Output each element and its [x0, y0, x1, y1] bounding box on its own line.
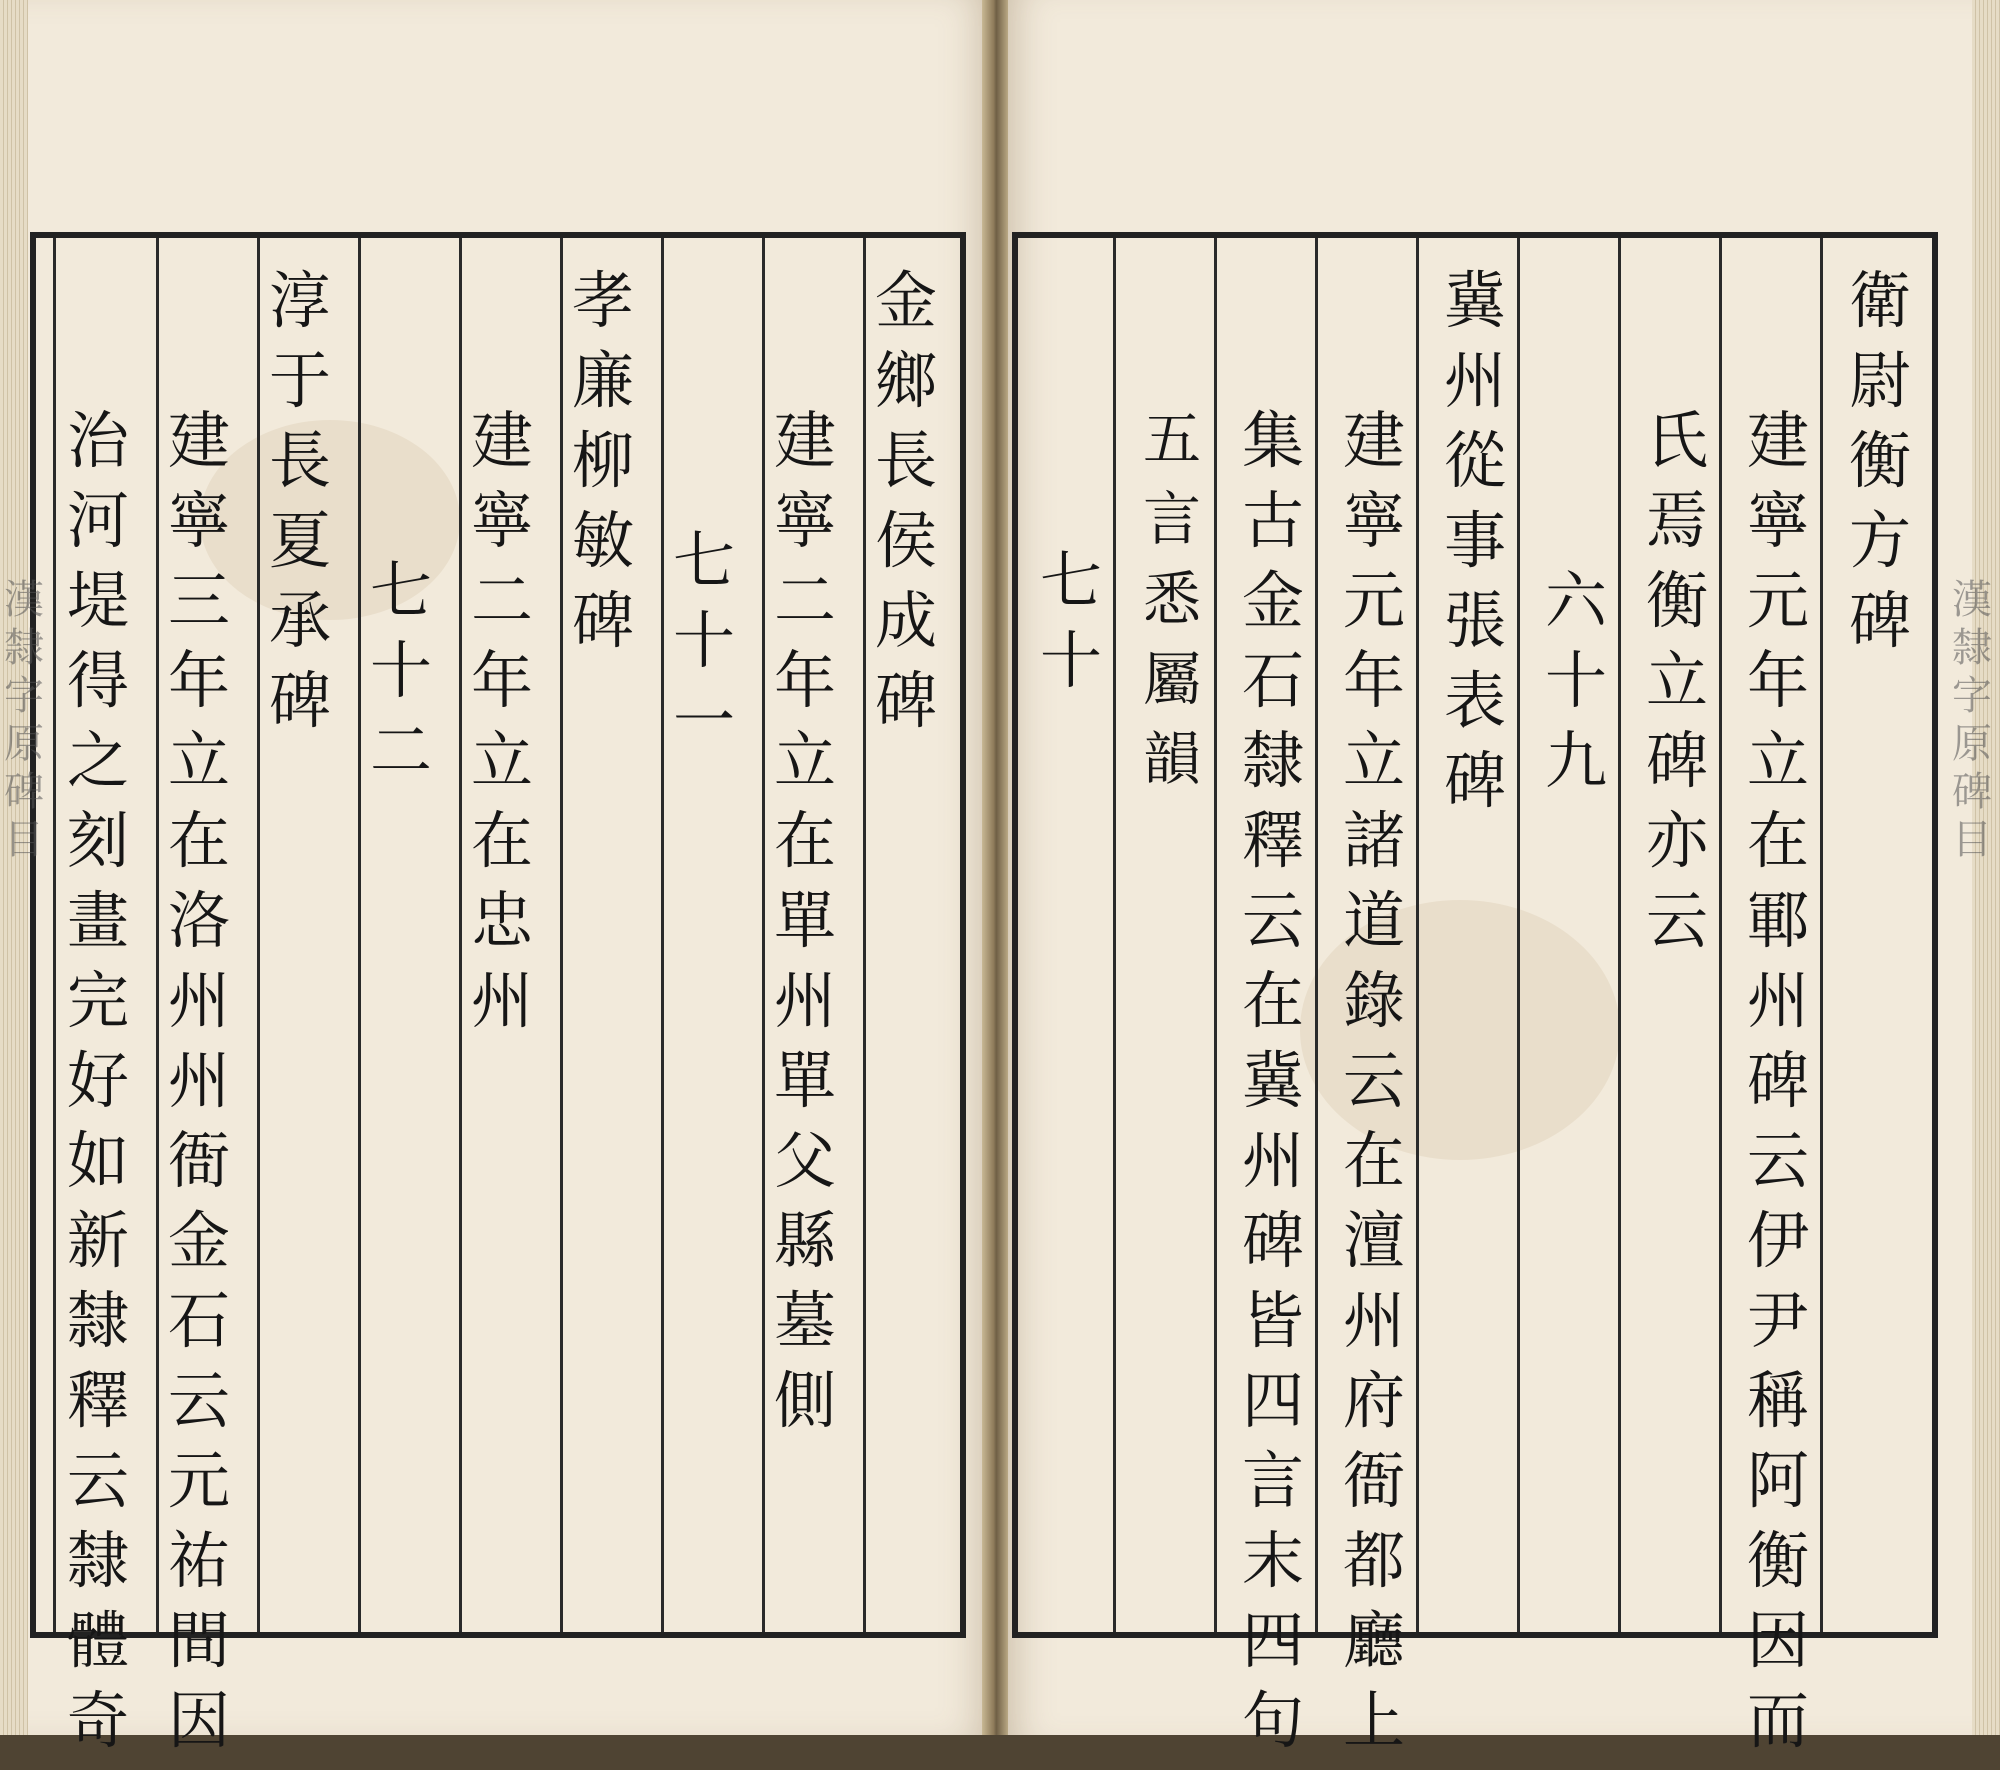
glyph: 云	[1645, 884, 1708, 957]
glyph: 間	[167, 1604, 230, 1677]
glyph: 二	[773, 564, 836, 637]
right-col-2-note	[1738, 404, 1818, 1770]
glyph: 奇	[66, 1684, 129, 1757]
glyph: 州	[1443, 344, 1506, 417]
glyph: 衙	[167, 1124, 230, 1197]
glyph: 建	[470, 404, 533, 477]
glyph: 夏	[268, 504, 331, 577]
glyph: 二	[470, 564, 533, 637]
right-col-9-number	[1031, 544, 1111, 710]
glyph: 敏	[571, 504, 634, 577]
glyph: 冀	[1241, 1044, 1304, 1117]
glyph: 方	[1848, 504, 1911, 577]
glyph: 悉	[1142, 565, 1201, 633]
glyph: 年	[167, 644, 230, 717]
glyph: 元	[167, 1444, 230, 1517]
right-col-8-note	[1132, 405, 1212, 810]
glyph: 堤	[66, 564, 129, 637]
glyph: 鄉	[874, 344, 937, 417]
glyph: 柳	[571, 424, 634, 497]
glyph: 皆	[1241, 1284, 1304, 1357]
glyph: 釋	[1241, 804, 1304, 877]
glyph: 州	[167, 1044, 230, 1117]
glyph: 隸	[1952, 625, 1992, 671]
glyph: 之	[66, 724, 129, 797]
glyph: 年	[1342, 644, 1405, 717]
glyph: 目	[4, 817, 44, 863]
glyph: 稱	[1746, 1364, 1809, 1437]
glyph: 孝	[571, 264, 634, 337]
glyph: 州	[1342, 1284, 1405, 1357]
glyph: 立	[1645, 644, 1708, 717]
glyph: 衡	[1848, 424, 1911, 497]
book-gutter	[982, 0, 1008, 1735]
glyph: 在	[1746, 804, 1809, 877]
glyph: 縣	[773, 1204, 836, 1277]
glyph: 隸	[4, 625, 44, 671]
glyph: 碑	[874, 664, 937, 737]
glyph: 建	[773, 404, 836, 477]
glyph: 因	[167, 1684, 230, 1757]
glyph: 碑	[571, 584, 634, 657]
glyph: 立	[773, 724, 836, 797]
glyph: 于	[268, 344, 331, 417]
glyph: 父	[773, 1124, 836, 1197]
glyph: 氏	[1645, 404, 1708, 477]
glyph: 諸	[1342, 804, 1405, 877]
glyph: 阿	[1746, 1444, 1809, 1517]
glyph: 云	[167, 1364, 230, 1437]
glyph: 立	[1746, 724, 1809, 797]
glyph: 字	[4, 673, 44, 719]
glyph: 府	[1342, 1364, 1405, 1437]
glyph: 字	[1952, 673, 1992, 719]
glyph: 年	[470, 644, 533, 717]
glyph: 隸	[66, 1284, 129, 1357]
glyph: 衡	[1746, 1524, 1809, 1597]
glyph: 上	[1342, 1684, 1405, 1757]
glyph: 尹	[1746, 1284, 1809, 1357]
glyph: 目	[1952, 817, 1992, 863]
glyph: 廉	[571, 344, 634, 417]
glyph: 釋	[66, 1364, 129, 1437]
right-col-3-note	[1637, 404, 1717, 970]
glyph: 寧	[773, 484, 836, 557]
left-col-7-title	[260, 264, 340, 750]
glyph: 隸	[66, 1524, 129, 1597]
glyph: 體	[66, 1604, 129, 1677]
left-col-1-title	[866, 264, 946, 750]
glyph: 在	[470, 804, 533, 877]
glyph: 立	[470, 724, 533, 797]
left-col-8-note	[159, 404, 239, 1770]
glyph: 在	[167, 804, 230, 877]
left-col-9-note	[58, 404, 138, 1770]
glyph: 四	[1241, 1364, 1304, 1437]
glyph: 云	[1241, 884, 1304, 957]
glyph: 衙	[1342, 1444, 1405, 1517]
left-margin-label	[2, 577, 46, 868]
glyph: 立	[167, 724, 230, 797]
glyph: 寧	[470, 484, 533, 557]
glyph: 焉	[1645, 484, 1708, 557]
glyph: 金	[167, 1204, 230, 1277]
glyph: 澶	[1342, 1204, 1405, 1277]
glyph: 事	[1443, 504, 1506, 577]
glyph: 州	[1746, 964, 1809, 1037]
glyph: 二	[369, 714, 432, 787]
glyph: 而	[1746, 1684, 1809, 1757]
glyph: 好	[66, 1044, 129, 1117]
glyph: 州	[1241, 1124, 1304, 1197]
glyph: 三	[167, 564, 230, 637]
glyph: 衡	[1645, 564, 1708, 637]
glyph: 河	[66, 484, 129, 557]
glyph: 立	[1342, 724, 1405, 797]
glyph: 原	[1952, 721, 1992, 767]
left-col-3-number	[664, 524, 744, 770]
glyph: 墓	[773, 1284, 836, 1357]
glyph: 五	[1142, 405, 1201, 473]
glyph: 錄	[1342, 964, 1405, 1037]
glyph: 十	[369, 634, 432, 707]
glyph: 十	[1039, 624, 1102, 697]
glyph: 寧	[1342, 484, 1405, 557]
glyph: 末	[1241, 1524, 1304, 1597]
right-col-6-note	[1334, 404, 1414, 1770]
glyph: 淳	[268, 264, 331, 337]
right-margin-label	[1950, 577, 1994, 868]
glyph: 碑	[1746, 1044, 1809, 1117]
glyph: 七	[672, 524, 735, 597]
glyph: 單	[773, 884, 836, 957]
glyph: 成	[874, 584, 937, 657]
glyph: 碑	[1645, 724, 1708, 797]
glyph: 漢	[1952, 577, 1992, 623]
glyph: 張	[1443, 584, 1506, 657]
glyph: 碑	[1241, 1204, 1304, 1277]
glyph: 言	[1142, 485, 1201, 553]
glyph: 亦	[1645, 804, 1708, 877]
glyph: 建	[1746, 404, 1809, 477]
left-col-2-note	[765, 404, 845, 1450]
glyph: 州	[470, 964, 533, 1037]
glyph: 完	[66, 964, 129, 1037]
glyph: 碑	[1443, 744, 1506, 817]
glyph: 長	[874, 424, 937, 497]
glyph: 祐	[167, 1524, 230, 1597]
glyph: 元	[1342, 564, 1405, 637]
left-col-5-note	[462, 404, 542, 1050]
glyph: 碑	[1848, 584, 1911, 657]
glyph: 廳	[1342, 1604, 1405, 1677]
glyph: 鄆	[1746, 884, 1809, 957]
glyph: 寧	[1746, 484, 1809, 557]
glyph: 石	[1241, 644, 1304, 717]
glyph: 侯	[874, 504, 937, 577]
right-col-4-number	[1536, 564, 1616, 810]
glyph: 新	[66, 1204, 129, 1277]
glyph: 建	[1342, 404, 1405, 477]
glyph: 集	[1241, 404, 1304, 477]
right-col-7-note	[1233, 404, 1313, 1770]
glyph: 道	[1342, 884, 1405, 957]
glyph: 金	[1241, 564, 1304, 637]
glyph: 承	[268, 584, 331, 657]
glyph: 年	[773, 644, 836, 717]
glyph: 州	[167, 964, 230, 1037]
glyph: 句	[1241, 1684, 1304, 1757]
glyph: 云	[1342, 1044, 1405, 1117]
glyph: 碑	[268, 664, 331, 737]
left-col-6-number	[361, 554, 441, 800]
glyph: 單	[773, 1044, 836, 1117]
glyph: 十	[1544, 644, 1607, 717]
glyph: 長	[268, 424, 331, 497]
glyph: 七	[369, 554, 432, 627]
glyph: 州	[773, 964, 836, 1037]
glyph: 隸	[1241, 724, 1304, 797]
glyph: 如	[66, 1124, 129, 1197]
glyph: 碑	[1952, 769, 1992, 815]
glyph: 碑	[4, 769, 44, 815]
glyph: 十	[672, 604, 735, 677]
glyph: 刻	[66, 804, 129, 877]
glyph: 年	[1746, 644, 1809, 717]
glyph: 金	[874, 264, 937, 337]
left-col-4-title	[563, 264, 643, 670]
glyph: 在	[773, 804, 836, 877]
glyph: 一	[672, 684, 735, 757]
glyph: 冀	[1443, 264, 1506, 337]
glyph: 四	[1241, 1604, 1304, 1677]
glyph: 伊	[1746, 1204, 1809, 1277]
glyph: 漢	[4, 577, 44, 623]
glyph: 元	[1746, 564, 1809, 637]
glyph: 韻	[1142, 725, 1201, 793]
glyph: 得	[66, 644, 129, 717]
glyph: 建	[167, 404, 230, 477]
glyph: 九	[1544, 724, 1607, 797]
glyph: 治	[66, 404, 129, 477]
glyph: 七	[1039, 544, 1102, 617]
glyph: 因	[1746, 1604, 1809, 1677]
glyph: 古	[1241, 484, 1304, 557]
glyph: 衛	[1848, 264, 1911, 337]
glyph: 石	[167, 1284, 230, 1357]
glyph: 原	[4, 721, 44, 767]
glyph: 洛	[167, 884, 230, 957]
glyph: 六	[1544, 564, 1607, 637]
glyph: 云	[1746, 1124, 1809, 1197]
right-col-5-title	[1435, 264, 1515, 830]
right-col-1-title	[1840, 264, 1920, 670]
glyph: 在	[1342, 1124, 1405, 1197]
glyph: 側	[773, 1364, 836, 1437]
glyph: 言	[1241, 1444, 1304, 1517]
glyph: 云	[66, 1444, 129, 1517]
glyph: 寧	[167, 484, 230, 557]
glyph: 在	[1241, 964, 1304, 1037]
glyph: 表	[1443, 664, 1506, 737]
glyph: 畫	[66, 884, 129, 957]
glyph: 屬	[1142, 645, 1201, 713]
glyph: 尉	[1848, 344, 1911, 417]
glyph: 都	[1342, 1524, 1405, 1597]
glyph: 從	[1443, 424, 1506, 497]
glyph: 忠	[470, 884, 533, 957]
